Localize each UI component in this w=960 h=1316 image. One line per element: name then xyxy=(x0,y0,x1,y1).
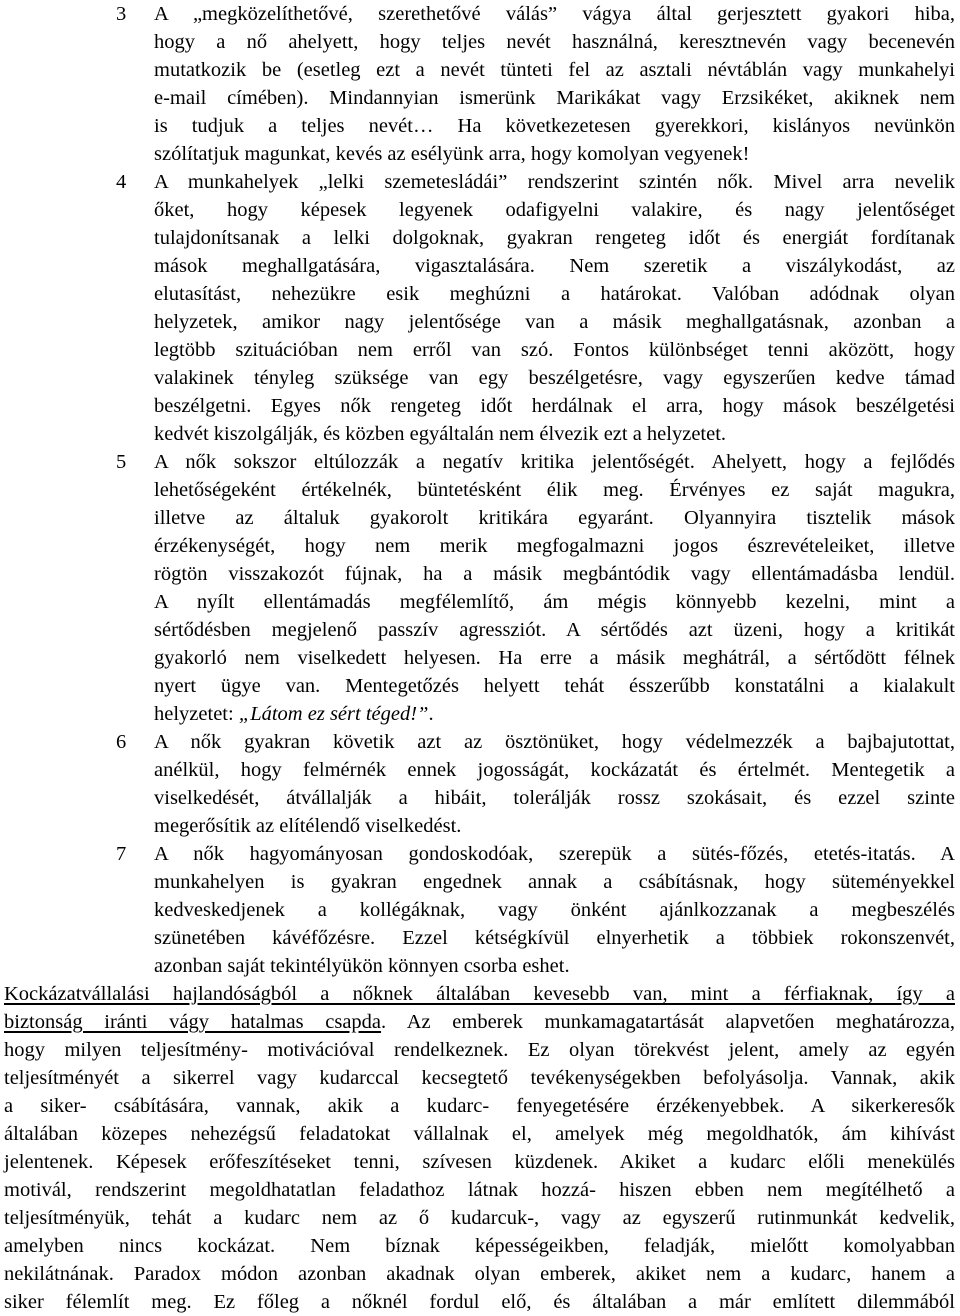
text-line: mutatkozik be (esetleg ezt a nevét tünteti fel az asztali névtáblán vagy munkahelyi xyxy=(154,59,955,81)
text-line: tulajdonítsanak a lelki dolgoknak, gyakran rengeteg időt és energiát fordítanak xyxy=(154,227,955,249)
text-line: helyzetek, amikor nagy jelentősége van a másik meghallgatásnak, azonban a xyxy=(154,311,955,333)
text-line: munkahelyen is gyakran engednek annak a csábításnak, hogy süteményekkel xyxy=(154,871,955,893)
text-span: helyzetet: xyxy=(154,703,239,725)
text-line: gyakorló nem viselkedett helyesen. Ha erre a másik meghátrál, a sértődött félnek xyxy=(154,647,955,669)
text-line: A nők gyakran követik azt az ösztönüket, hogy védelmezzék a bajbajutottat, xyxy=(154,731,955,753)
text-line xyxy=(4,1008,955,1036)
list-number: 7 xyxy=(116,843,127,865)
text-line: rögtön visszakozót fújnak, ha a másik megbántódik vagy ellentámadásba lendül. xyxy=(154,563,955,585)
text-line: motivál, rendszerint megoldhatatlan feladathoz látnak hozzá- hiszen ebben nem megítélhető a xyxy=(4,1179,955,1201)
text-line: szünetében kávéfőzésre. Ezzel kétségkívül elnyerhetik a többiek rokonszenvét, xyxy=(154,927,955,949)
text-line: viselkedését, átvállalják a hibáit, tolerálják rossz szokásait, és ezzel szinte xyxy=(154,787,955,809)
text-line: A nők sokszor eltúlozzák a negatív kritika jelentőségét. Ahelyett, hogy a fejlődés xyxy=(154,451,955,473)
text-line: amelyben nincs kockázat. Nem bíznak képességeikben, feladják, mielőtt komolyabban xyxy=(4,1235,955,1257)
text-line: teljesítményét a sikerrel vagy kudarccal kecsegtető tevékenységekben befolyásolja. Vannak, akik xyxy=(4,1067,955,1089)
text-line: azonban saját tekintélyükön könnyen csorba eshet. xyxy=(154,955,570,977)
text-line: A munkahelyek „lelki szemetesládái” rendszerint szintén nők. Mivel arra nevelik xyxy=(154,171,955,193)
list-number: 5 xyxy=(116,451,127,473)
text-line: siker félemlít meg. Ez főleg a nőknél fordul elő, és általában a már említett dilemmából xyxy=(4,1291,955,1313)
text-line: legtöbb szituációban nem erről van szó. Fontos különbséget tenni aközött, hogy xyxy=(154,339,955,361)
text-line: kedvét kiszolgálják, és közben egyáltalán nem élvezik ezt a helyzetet. xyxy=(154,423,727,445)
text-line: is tudjuk a teljes nevét… Ha következetesen gyerekkori, kislányos nevünkön xyxy=(154,115,955,137)
text-line: jelentenek. Képesek erőfeszítéseket tenni, szívesen küzdenek. Akiket a kudarc előli menekülés xyxy=(4,1151,955,1173)
text-line: hogy a nő ahelyett, hogy teljes nevét használná, keresztnevén vagy becenevén xyxy=(154,31,955,53)
text-line: anélkül, hogy felmérnék ennek jogosságát, kockázatát és értelmét. Mentegetik a xyxy=(154,759,955,781)
italic-quote: „Látom ez sért téged!” xyxy=(238,703,429,725)
text-line: hogy milyen teljesítmény- motivációval rendelkeznek. Ez olyan törekvést jelent, amely az egyén xyxy=(4,1039,955,1061)
text-line: a siker- csábítására, vannak, akik a kudarc- fenyegetésére érzékenyebbek. A sikerkeresők xyxy=(4,1095,955,1117)
list-number: 3 xyxy=(116,3,127,25)
list-number: 6 xyxy=(116,731,127,753)
text-line: A nők hagyományosan gondoskodóak, szerepük a sütés-főzés, etetés-itatás. A xyxy=(154,843,955,865)
text-line: valakinek tényleg szüksége van egy beszélgetésre, vagy egyszerűen kedve támad xyxy=(154,367,955,389)
text-span: . xyxy=(428,703,434,725)
text-line: lehetőségeként értékelnék, büntetésként élik meg. Érvényes ez saját magukra, xyxy=(154,479,955,501)
text-line: érzékenységét, hogy nem merik megfogalmazni jogos észrevételeiket, illetve xyxy=(154,535,955,557)
list-number: 4 xyxy=(116,171,127,193)
text-line: A „megközelíthetővé, szerethetővé válás” vágya által gerjesztett gyakori hiba, xyxy=(154,3,955,25)
underlined-text-line: Kockázatvállalási hajlandóságból a nőknek általában kevesebb van, mint a férfiaknak, így a xyxy=(4,983,955,1005)
text-line: kedveskedjenek a kollégáknak, vagy önként ajánlkozzanak a megbeszélés xyxy=(154,899,955,921)
text-line: nekilátnának. Paradox módon azonban akadnak olyan emberek, akiket nem a kudarc, hanem a xyxy=(4,1263,955,1285)
text-line: elutasítást, nehezükre esik meghúzni a határokat. Valóban adódnak olyan xyxy=(154,283,955,305)
text-line: mások meghallgatására, vigasztalására. Nem szeretik a viszálykodást, az xyxy=(154,255,955,277)
text-line: e-mail címében). Mindannyian ismerünk Marikákat vagy Erzsikéket, akiknek nem xyxy=(154,87,955,109)
text-line: A nyílt ellentámadás megfélemlítő, ám mégis könnyebb kezelni, mint a xyxy=(154,591,955,613)
text-line: illetve az általuk gyakorolt kritikára egyaránt. Olyannyira tisztelik mások xyxy=(154,507,955,529)
text-line: szólítatjuk magunkat, kevés az esélyünk arra, hogy komolyan vegyenek! xyxy=(154,143,750,165)
text-span: . Az emberek munkamagatartását alapvetően meghatározza, xyxy=(381,1011,955,1033)
text-line: őket, hogy képesek legyenek odafigyelni valakire, és nagy jelentőséget xyxy=(154,199,955,221)
text-line: nyert ügye van. Mentegetőzés helyett tehát ésszerűbb konstatálni a kialakult xyxy=(154,675,955,697)
text-line: megerősítik az elítélendő viselkedést. xyxy=(154,815,462,837)
text-line: beszélgetni. Egyes nők rengeteg időt herdálnak el arra, hogy mások beszélgetési xyxy=(154,395,955,417)
text-line: általában közepes nehezégsű feladatokat vállalnak el, amelyek még megoldhatók, ám kihívást xyxy=(4,1123,955,1145)
underlined-text: biztonság iránti vágy hatalmas csapda xyxy=(4,1011,382,1033)
text-line: sértődésben megjelenő passzív agressziót. A sértődés azt üzeni, hogy a kritikát xyxy=(154,619,955,641)
text-line: teljesítményük, tehát a kudarc nem az ő kudarcuk-, vagy az egyszerű rutinmunkát kedvelik, xyxy=(4,1207,955,1229)
text-line xyxy=(154,700,434,728)
